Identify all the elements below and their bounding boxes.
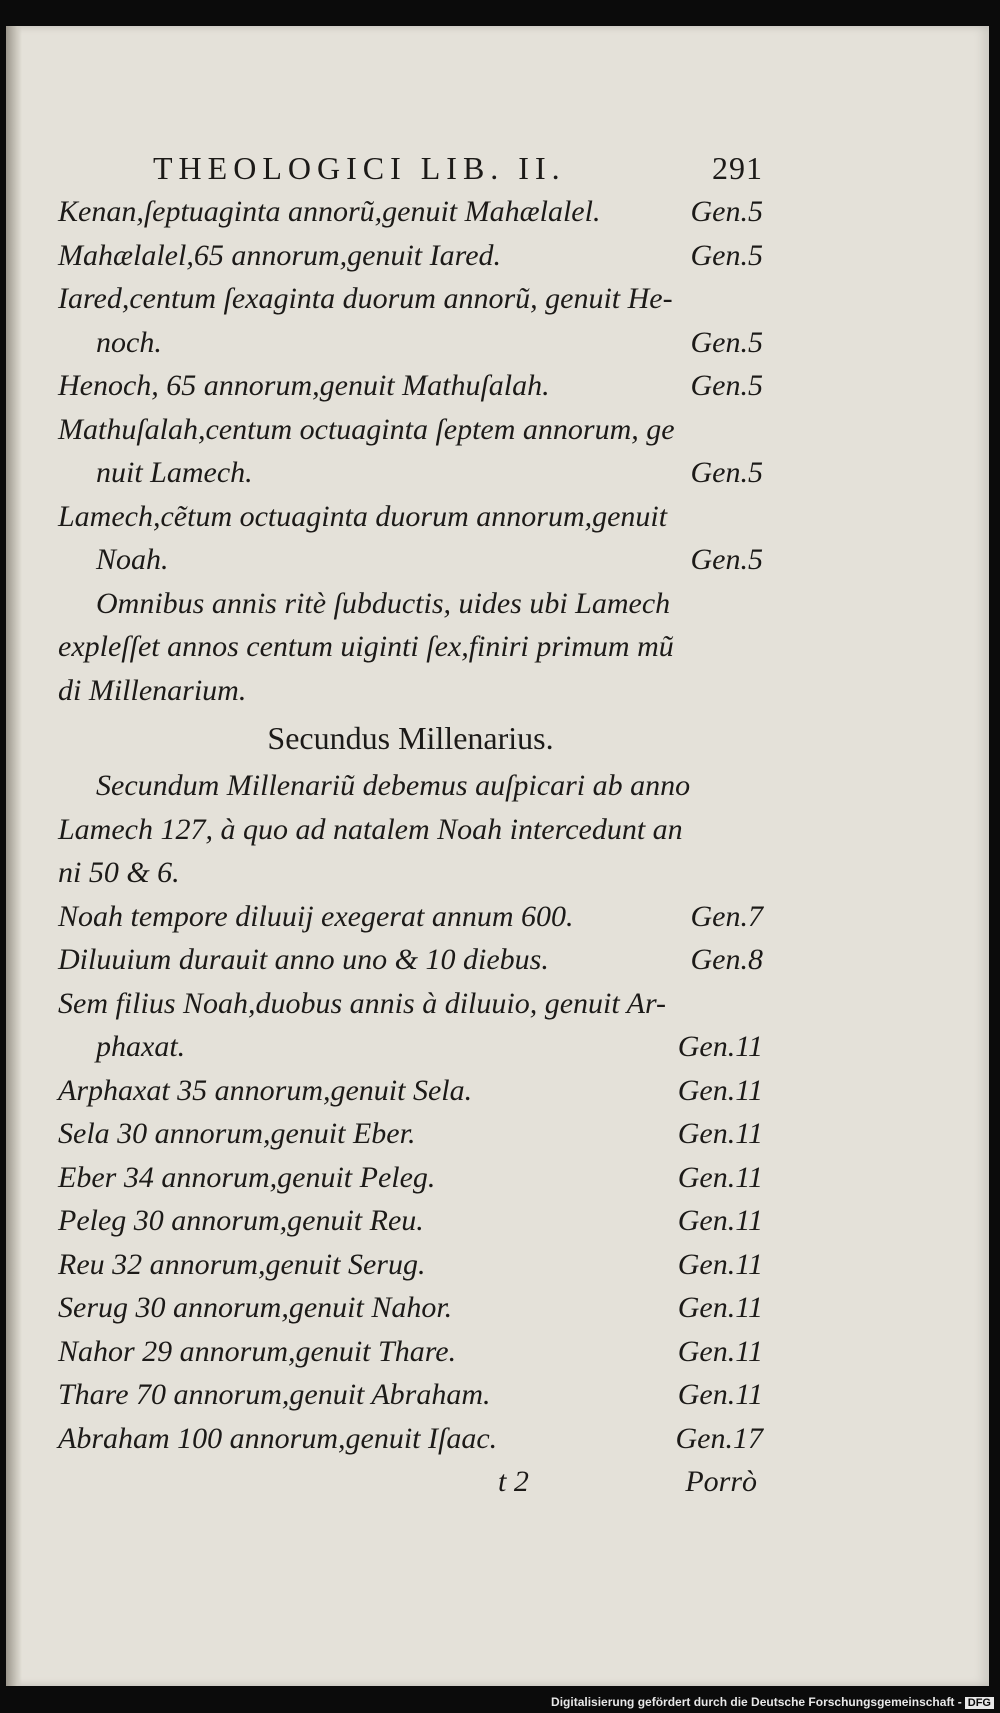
signature-mark: t 2 [498, 1465, 529, 1498]
scripture-reference: Gen.11 [677, 1160, 763, 1194]
scripture-reference: Gen.11 [677, 1247, 763, 1281]
text-line: Serug 30 annorum,genuit Nahor. Gen.11 [58, 1286, 763, 1330]
text-line: Noah tempore diluuij exegerat annum 600. Gen.7 [58, 895, 763, 939]
text-line: Diluuium durauit anno uno & 10 diebus. Gen.8 [58, 938, 763, 982]
scripture-reference: Gen.7 [690, 899, 763, 933]
text-line: di Millenarium. [58, 673, 247, 707]
scripture-reference: Gen.11 [677, 1378, 763, 1411]
text-line: phaxat. Gen.11 [58, 1025, 763, 1069]
scripture-reference: Gen.5 [690, 456, 763, 489]
scripture-reference: Gen.5 [690, 238, 763, 272]
text-line: Nahor 29 annorum,genuit Thare. Gen.11 [58, 1330, 763, 1374]
text-line: Noah. Gen.5 [58, 538, 763, 582]
credit-text: Digitalisierung gefördert durch die Deutsche Forschungsgemeinschaft - [551, 1695, 962, 1709]
text-line: Lamech,cẽtum octuaginta duorum annorum,genuit [58, 499, 668, 533]
text-line: Peleg 30 annorum,genuit Reu. Gen.11 [58, 1199, 763, 1243]
text-line: Mahælalel,65 annorum,genuit Iared. Gen.5 [58, 234, 763, 278]
dfg-logo: DFG [965, 1697, 994, 1709]
text-line: Sela 30 annorum,genuit Eber. Gen.11 [58, 1112, 763, 1156]
scripture-reference: Gen.8 [690, 943, 763, 976]
page-number: 291 [712, 150, 763, 186]
text-line: Secundum Millenariũ debemus auſpicari ab anno [96, 769, 691, 802]
text-line: Abraham 100 annorum,genuit Iſaac. Gen.17 [58, 1417, 763, 1461]
scripture-reference: Gen.11 [677, 1030, 763, 1063]
scripture-reference: Gen.5 [690, 195, 763, 228]
text-line: Omnibus annis ritè ſubductis, uides ubi Lamech [96, 586, 671, 620]
text-line: Iared,centum ſexaginta duorum annorũ, genuit He- [58, 282, 673, 315]
scripture-reference: Gen.5 [690, 325, 763, 359]
text-line: nuit Lamech. Gen.5 [58, 451, 763, 495]
text-line: Mathuſalah,centum octuaginta ſeptem annorum, ge [58, 412, 675, 446]
text-line: Kenan,ſeptuaginta annorũ,genuit Mahælalel. Gen.5 [58, 190, 763, 234]
page-text-block [58, 150, 763, 1504]
text-line: Thare 70 annorum,genuit Abraham. Gen.11 [58, 1373, 763, 1417]
scripture-reference: Gen.11 [677, 1117, 763, 1150]
text-line: Sem filius Noah,duobus annis à diluuio, genuit Ar- [58, 986, 667, 1020]
page-footer [58, 1460, 763, 1504]
digitization-credit [551, 1695, 994, 1709]
scripture-reference: Gen.17 [675, 1421, 763, 1455]
text-line: ni 50 & 6. [58, 856, 180, 889]
running-title: THEOLOGICI LIB. II. [153, 150, 566, 186]
text-line: Henoch, 65 annorum,genuit Mathuſalah. Gen.5 [58, 364, 763, 408]
running-header [153, 150, 763, 190]
catchword: Porrò [685, 1465, 757, 1498]
text-line: Lamech 127, à quo ad natalem Noah intercedunt an [58, 812, 683, 846]
text-line: Arphaxat 35 annorum,genuit Sela. Gen.11 [58, 1069, 763, 1113]
page-gutter-shadow [6, 26, 22, 1686]
scripture-reference: Gen.5 [690, 369, 763, 402]
text-line: Reu 32 annorum,genuit Serug. Gen.11 [58, 1243, 763, 1287]
section-heading: Secundus Millenarius. [267, 720, 554, 756]
scripture-reference: Gen.11 [677, 1073, 763, 1107]
scripture-reference: Gen.11 [677, 1291, 763, 1324]
text-line: expleſſet annos centum uiginti ſex,finiri primum mũ [58, 630, 674, 663]
text-line: noch. Gen.5 [58, 321, 763, 365]
scripture-reference: Gen.11 [677, 1334, 763, 1368]
scripture-reference: Gen.11 [677, 1204, 763, 1237]
scripture-reference: Gen.5 [690, 543, 763, 576]
text-line: Eber 34 annorum,genuit Peleg. Gen.11 [58, 1156, 763, 1200]
